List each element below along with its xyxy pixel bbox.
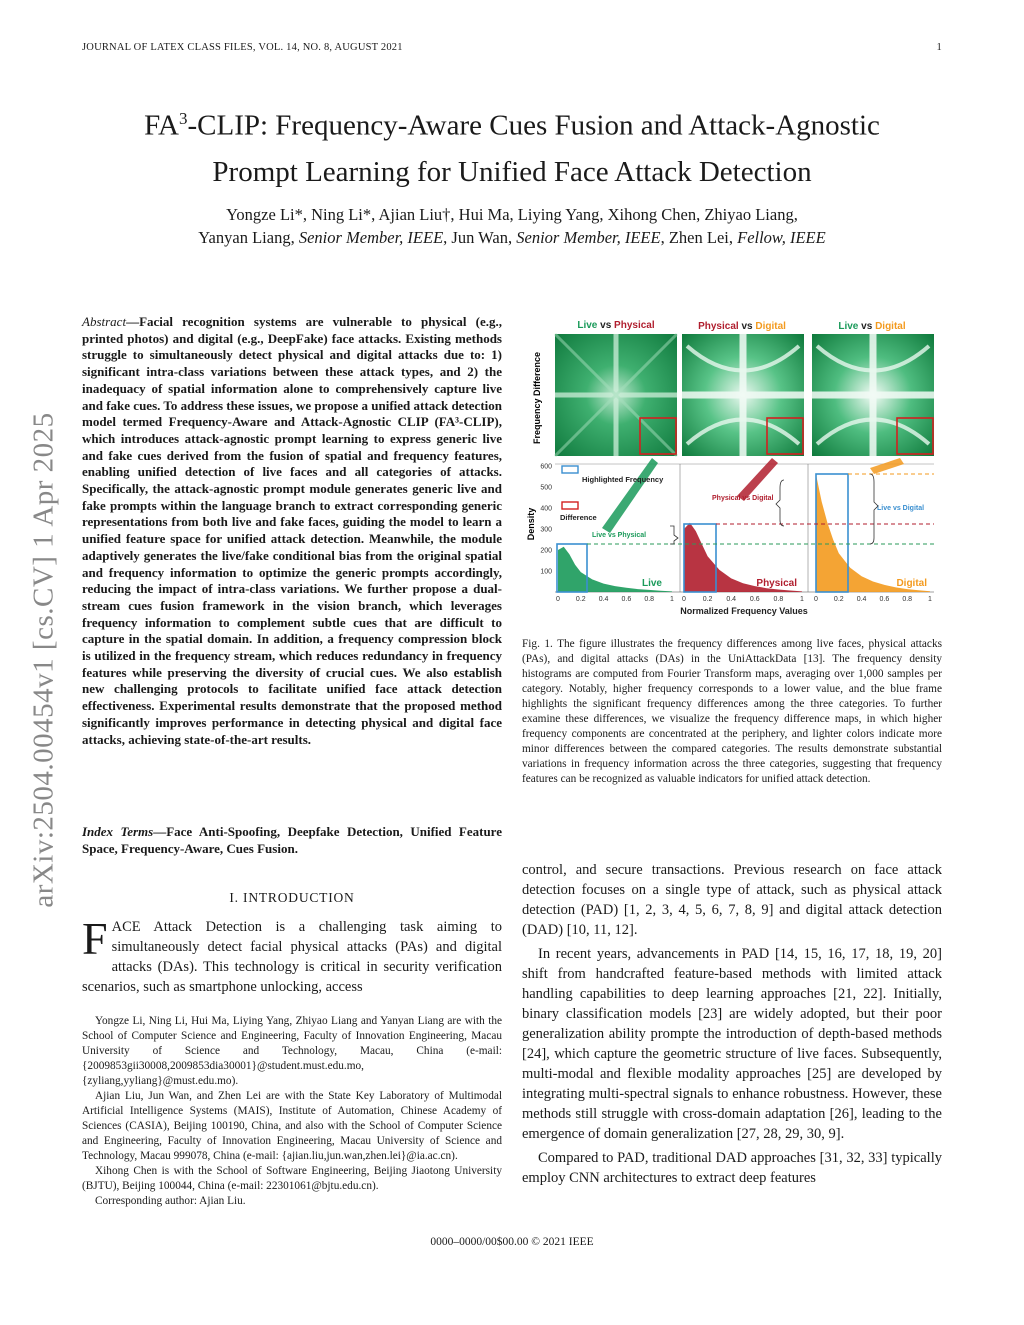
- footnote: Ajian Liu, Jun Wan, and Zhen Lei are with the State Key Laboratory of Multimodal Artificial Intelligence Systems (MAIS), Institute of Automation, Chinese Academy of Sciences (CASIA), Beijing 100190, China, and also with the School of Computer Science and Engineering, Faculty of Innovation Engineering, Macau University of Science and Technology, Macau 999078, China (e-mail: {ajian.liu,jun.wan,zhen.lei}@ia.ac.cn).: [82, 1090, 502, 1162]
- figure-1: [522, 316, 942, 626]
- panel-title-2: Physical vs Digital: [698, 321, 786, 332]
- footnote: Yongze Li, Ning Li, Hui Ma, Liying Yang, Zhiyao Liang and Yanyan Liang are with the School of Computer Science and Engineering, Faculty of Innovation Engineering, Macau University of Science and Technology, Macau, China (e-mail: {2009853gii30008,2009853dia30001}@student.must.edu.mo, {zyliang,yyliang}@must.edu.mo).: [82, 1015, 502, 1087]
- title-line2: Prompt Learning for Unified Face Attack Detection: [212, 155, 812, 188]
- arxiv-stamp: [14, 380, 74, 940]
- brace-pd: [776, 480, 784, 526]
- x-tick-label: 0.8: [902, 596, 913, 603]
- section-heading: I. INTRODUCTION: [229, 890, 355, 905]
- authors-line1: Yongze Li*, Ning Li*, Ajian Liu†, Hui Ma, Liying Yang, Xihong Chen, Zhiyao Liang,: [226, 205, 798, 224]
- index-terms-label: Index Terms: [82, 824, 154, 839]
- page-number: 1: [936, 42, 942, 53]
- index-terms-text: —Face Anti-Spoofing, Deepfake Detection, Unified Feature Space, Frequency-Aware, Cues Fusion.: [82, 824, 502, 856]
- abstract-text: —Facial recognition systems are vulnerable to physical (e.g., printed photos) and digital (e.g., DeepFake) face attacks. Existing methods struggle to simultaneously detect physical and digital attacks due to: 1) significant intra-class variations between these attack types, and 2) the inadequacy of spatial information alone to comprehensively capture live and fake cues. To address these issues, we propose a unified attack detection model termed Frequency-Aware and Attack-Agnostic CLIP (FA³-CLIP), which introduces attack-agnostic prompt learning to express generic live and fake cues derived from the fusion of spatial and frequency features, enabling unified detection of live faces and all categories of attacks. Specifically, the attack-agnostic prompt module generates generic live and fake prompts within the language branch to extract corresponding generic representations from both live and fake faces, guiding the model to learn a unified feature space for unified attack detection. Meanwhile, the module adaptively generates the live/fake conditional bias from the original spatial and frequency information to optimize the generic prompts accordingly, reducing the impact of intra-class variations. We further propose a dual-stream cues fusion framework in the vision branch, which leverages frequency information to complement subtle cues that are difficult to capture in the spatial domain. In addition, a frequency compression block is utilized in the frequency stream, which reduces redundancy in frequency features while preserving the diversity of crucial cues. We also establish new challenging protocols to facilitate unified face attack detection effectiveness. Experimental results demonstrate that the proposed method significantly improves performance in detecting physical and digital face attacks, achieving state-of-the-art results.: [82, 314, 502, 747]
- diff-label-pd: Physical vs Digital: [712, 495, 774, 502]
- footnote: Corresponding author: Ajian Liu.: [95, 1195, 246, 1207]
- diff-label-lp: Live vs Physical: [592, 532, 647, 539]
- legend-blue-box: [562, 466, 578, 473]
- diff-map-live-physical: [555, 334, 677, 456]
- intro-text: ACE Attack Detection is a challenging task aiming to simultaneously detect facial physical attacks (PAs) and digital attacks (DAs). This technology is critical in security verification scenarios, such as smartphone unlocking, access: [82, 919, 502, 995]
- y-tick-label: 300: [540, 526, 552, 534]
- footnotes: [82, 1014, 502, 1209]
- x-tick-label: 0.6: [621, 596, 632, 603]
- caption-label: Fig. 1.: [522, 638, 553, 650]
- y-tick-label: 500: [540, 484, 552, 492]
- ylabel-density: Density: [526, 507, 536, 541]
- histogram-area-digital: [816, 474, 930, 592]
- journal-name: JOURNAL OF LATEX CLASS FILES, VOL. 14, NO. 8, AUGUST 2021: [82, 42, 403, 53]
- x-tick-label: 0.6: [879, 596, 890, 603]
- paper-title: [60, 96, 964, 195]
- x-tick-label: 0.8: [644, 596, 655, 603]
- brace-lp: [670, 526, 678, 544]
- legend-difference: Difference: [560, 513, 597, 522]
- index-terms: [82, 824, 502, 857]
- hist-label-physical: Physical: [756, 578, 797, 589]
- x-tick-label: 0.6: [749, 596, 760, 603]
- x-tick-label: 0: [556, 596, 560, 603]
- legend-red-box: [562, 502, 578, 509]
- x-tick-label: 0.2: [702, 596, 713, 603]
- y-tick-label: 600: [540, 463, 552, 471]
- x-tick-label: 0: [814, 596, 818, 603]
- caption-text: The figure illustrates the frequency differences among live faces, physical attacks (PAs), and digital attacks (DAs) in the UniAttackData [13]. The frequency density histograms are computed from Fourier Transform maps, averaging over 1,000 samples per category. Notably, higher frequency corresponds to a lower value, and the blue frame highlights the significant frequency differences among the three categories. To further examine these differences, we visualize the frequency difference maps, in which higher frequency components are concentrated at the periphery, and lighter colors indicate more minor differences between the compared categories. The results demonstrate substantial variations in frequency information across the three categories, suggesting that frequency features can be recognized as valuable indicators for unified attack detection.: [522, 638, 942, 785]
- arrow-green: [602, 458, 658, 533]
- y-tick-label: 200: [540, 547, 552, 555]
- diff-label-ld: Live vs Digital: [877, 505, 925, 512]
- figure-caption: [522, 637, 942, 787]
- y-tick-label: 100: [540, 568, 552, 576]
- x-tick-label: 1: [670, 596, 674, 603]
- body-paragraph: control, and secure transactions. Previous research on face attack detection focuses on a single type of attack, such as physical attack detection (PAD) [1, 2, 3, 4, 5, 6, 7, 8, 9] and digital attack detection (DAD) [10, 11, 12].: [522, 862, 942, 938]
- ylabel-frequency-difference: Frequency Difference: [532, 351, 542, 445]
- x-tick-label: 0.4: [856, 596, 867, 603]
- copyright-footer: 0000–0000/00$00.00 © 2021 IEEE: [430, 1236, 594, 1248]
- hist-label-live: Live: [641, 578, 662, 589]
- x-tick-label: 0.4: [598, 596, 609, 603]
- arrow-orange: [870, 458, 904, 474]
- drop-cap: F: [82, 913, 108, 964]
- footnote: Xihong Chen is with the School of Software Engineering, Beijing Jiaotong University (BJTU), Beijing 100044, China (e-mail: 22301061@bjtu.edu.cn).: [82, 1165, 502, 1192]
- y-tick-label: 400: [540, 505, 552, 513]
- title-prefix: FA: [144, 109, 179, 142]
- legend-highlighted: Highlighted Frequency: [582, 475, 664, 484]
- xlabel: Normalized Frequency Values: [680, 606, 808, 616]
- arxiv-id: arXiv:2504.00454v1 [cs.CV] 1 Apr 2025: [27, 412, 60, 908]
- x-tick-label: 0.4: [726, 596, 737, 603]
- abstract: [82, 314, 502, 748]
- panel-title-3: Live vs Digital: [838, 321, 906, 332]
- title-line1: -CLIP: Frequency-Aware Cues Fusion and Attack-Agnostic: [187, 109, 880, 142]
- panel-title-1: Live vs Physical: [577, 320, 655, 331]
- diff-map-live-digital: [812, 334, 934, 456]
- y-axis-ticks: [540, 464, 552, 576]
- x-tick-label: 0.2: [833, 596, 844, 603]
- abstract-label: Abstract: [82, 314, 127, 329]
- x-tick-label: 1: [800, 596, 804, 603]
- title-sup: 3: [179, 109, 188, 128]
- body-paragraph: Compared to PAD, traditional DAD approaches [31, 32, 33] typically employ CNN architectures to extract deep features: [522, 1150, 942, 1186]
- x-axis-ticks: [556, 596, 932, 603]
- x-tick-label: 1: [928, 596, 932, 603]
- hist-label-digital: Digital: [896, 578, 927, 589]
- diff-map-physical-digital: [682, 334, 804, 456]
- authors-line2: Yanyan Liang, Senior Member, IEEE, Jun Wan, Senior Member, IEEE, Zhen Lei, Fellow, IEEE: [198, 228, 826, 247]
- running-header: [82, 42, 942, 53]
- author-list: [100, 203, 924, 249]
- intro-paragraph: [82, 913, 502, 997]
- x-tick-label: 0: [682, 596, 686, 603]
- x-tick-label: 0.8: [773, 596, 784, 603]
- x-tick-label: 0.2: [575, 596, 586, 603]
- body-paragraph: In recent years, advancements in PAD [14, 15, 16, 17, 18, 19, 20] shift from handcrafted feature-based methods with limited attack handling capabilities to deep learning approaches [21, 22]. Initially, binary classification models [23] are widely adopted, but their poor generalization ability prompte the introduction of depth-based methods [24], which capture the geometric structure of live faces. Subsequently, multi-modal and flexible modality approaches [25] are developed by integrating multi-spectral signals to enhance robustness. However, these methods still struggle with cross-domain adaptation [26], leading to the emergence of domain generalization [27, 28, 29, 30, 9].: [522, 946, 942, 1142]
- right-column-body: [522, 860, 942, 1192]
